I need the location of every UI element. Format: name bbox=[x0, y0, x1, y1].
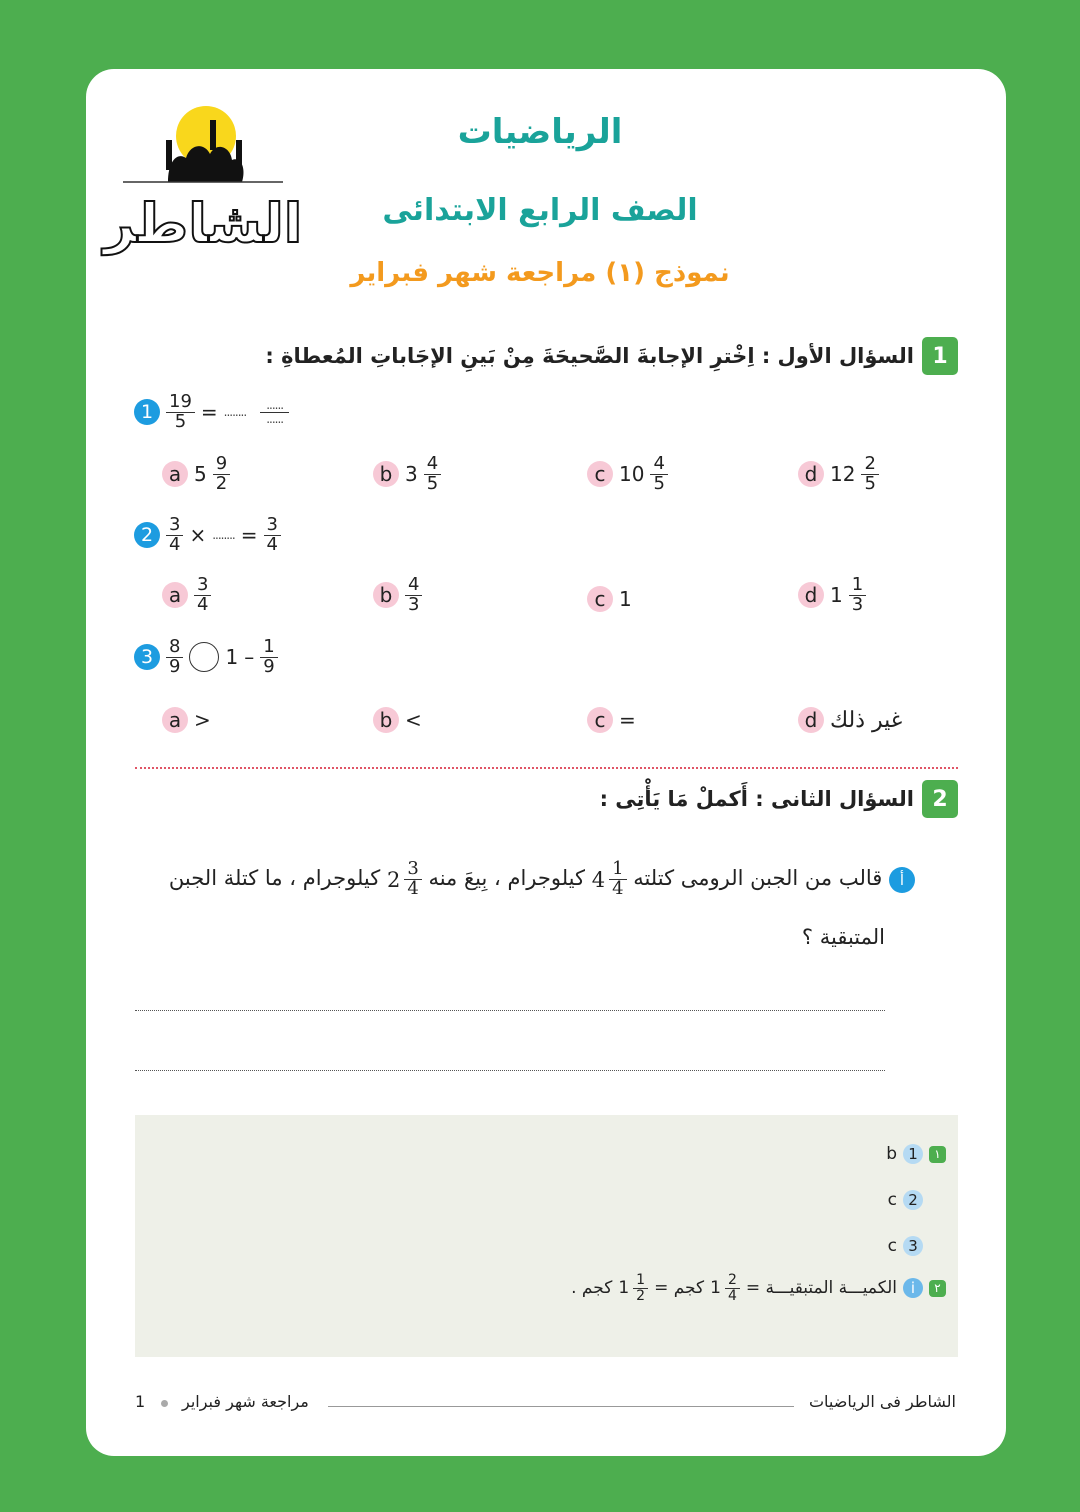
answer-row: ١ 1 b bbox=[886, 1144, 946, 1164]
option-c[interactable]: c 1 bbox=[587, 586, 632, 612]
option-a[interactable]: a $\frac{3}{4}$ bbox=[162, 576, 211, 615]
answer-line[interactable] bbox=[135, 1010, 885, 1011]
fraction: $\frac{19}{5}$ bbox=[166, 393, 195, 432]
question-number-badge: 1 bbox=[922, 337, 958, 375]
option-c[interactable]: c 10 $\frac{4}{5}$ bbox=[587, 455, 668, 494]
option-b[interactable]: b 3 $\frac{4}{5}$ bbox=[373, 455, 441, 494]
answer-row: 3 c bbox=[888, 1236, 923, 1256]
section-badge: ١ bbox=[929, 1146, 946, 1163]
footer-rule bbox=[328, 1406, 794, 1407]
option-c[interactable]: c = bbox=[587, 707, 636, 733]
q2-item-a: أ قالب من الجبن الرومى كتلته 4 $\frac{1}{4}$ كيلوجرام ، بِيعَ منه 2 $\frac{3}{4}$ كيلوجرام ، ما كتلة الجبن bbox=[125, 858, 915, 900]
option-a[interactable]: a 5 $\frac{9}{2}$ bbox=[162, 455, 230, 494]
option-d[interactable]: d 12 $\frac{2}{5}$ bbox=[798, 455, 879, 494]
comparison-circle[interactable] bbox=[189, 642, 219, 672]
page-number: 1 bbox=[135, 1392, 146, 1411]
multiply-sign: × bbox=[189, 523, 207, 548]
item-number-badge: 1 bbox=[134, 399, 160, 425]
footer-section: مراجعة شهر فبراير bbox=[182, 1392, 309, 1411]
question-1-header bbox=[265, 337, 958, 375]
option-d[interactable]: d غير ذلك bbox=[798, 707, 902, 733]
section-badge: ٢ bbox=[929, 1280, 946, 1297]
model-title: نموذج (١) مراجعة شهر فبراير bbox=[350, 258, 730, 288]
q1-item-2: 2 $\frac{3}{4}$ × ........ = $\frac{3}{4}$ bbox=[134, 516, 281, 555]
grade-title: الصف الرابع الابتدائى bbox=[382, 193, 698, 228]
option-a[interactable]: a > bbox=[162, 707, 211, 733]
answer-key-box bbox=[135, 1115, 958, 1357]
question-2-header bbox=[600, 780, 958, 818]
item-number-badge: 3 bbox=[134, 644, 160, 670]
question-number-badge: 2 bbox=[922, 780, 958, 818]
section-divider bbox=[135, 767, 958, 769]
item-label-badge: أ bbox=[889, 867, 915, 893]
option-b[interactable]: b $\frac{4}{3}$ bbox=[373, 576, 422, 615]
option-b[interactable]: b < bbox=[373, 707, 422, 733]
mixed-number: 4 $\frac{1}{4}$ bbox=[592, 860, 627, 900]
option-d[interactable]: d 1 $\frac{1}{3}$ bbox=[798, 576, 866, 615]
question-1-title: السؤال الأول : اِخْترِ الإجابةَ الصَّحيحَةَ مِنْ بَينِ الإجَاباتِ المُعطاةِ : bbox=[265, 344, 914, 368]
equals-sign: = bbox=[240, 523, 258, 548]
answer-blank[interactable]: ........ bbox=[212, 528, 235, 543]
svg-text:الشاطر: الشاطر bbox=[103, 192, 303, 255]
question-2-title: السؤال الثانى : أَكملْ مَا يَأْتِى : bbox=[599, 787, 914, 811]
item-number-badge: 2 bbox=[134, 522, 160, 548]
subject-title: الرياضيات bbox=[457, 112, 623, 152]
blank-fraction[interactable]: $\frac{......}{......}$ bbox=[260, 399, 289, 425]
equals-sign: = bbox=[200, 400, 218, 425]
q1-item-3: 3 $\frac{8}{9}$ 1 – $\frac{1}{9}$ bbox=[134, 638, 278, 677]
answer-blank[interactable]: ........ bbox=[223, 405, 247, 420]
mixed-number: 2 $\frac{3}{4}$ bbox=[387, 860, 422, 900]
q2-item-a-continued: المتبقية ؟ bbox=[801, 925, 885, 949]
footer-dot bbox=[161, 1400, 168, 1407]
footer-title: الشاطر فى الرياضيات bbox=[808, 1392, 956, 1411]
q1-item-1 bbox=[134, 393, 289, 432]
answer-row: 2 c bbox=[888, 1190, 923, 1210]
minus-sign: – bbox=[244, 645, 255, 670]
answer-row: ٢ i الكميـــة المتبقيـــة = 1 $\frac{2}{4}$ كجم = 1 $\frac{1}{2}$ كجم . bbox=[571, 1273, 946, 1303]
answer-line[interactable] bbox=[135, 1070, 885, 1071]
